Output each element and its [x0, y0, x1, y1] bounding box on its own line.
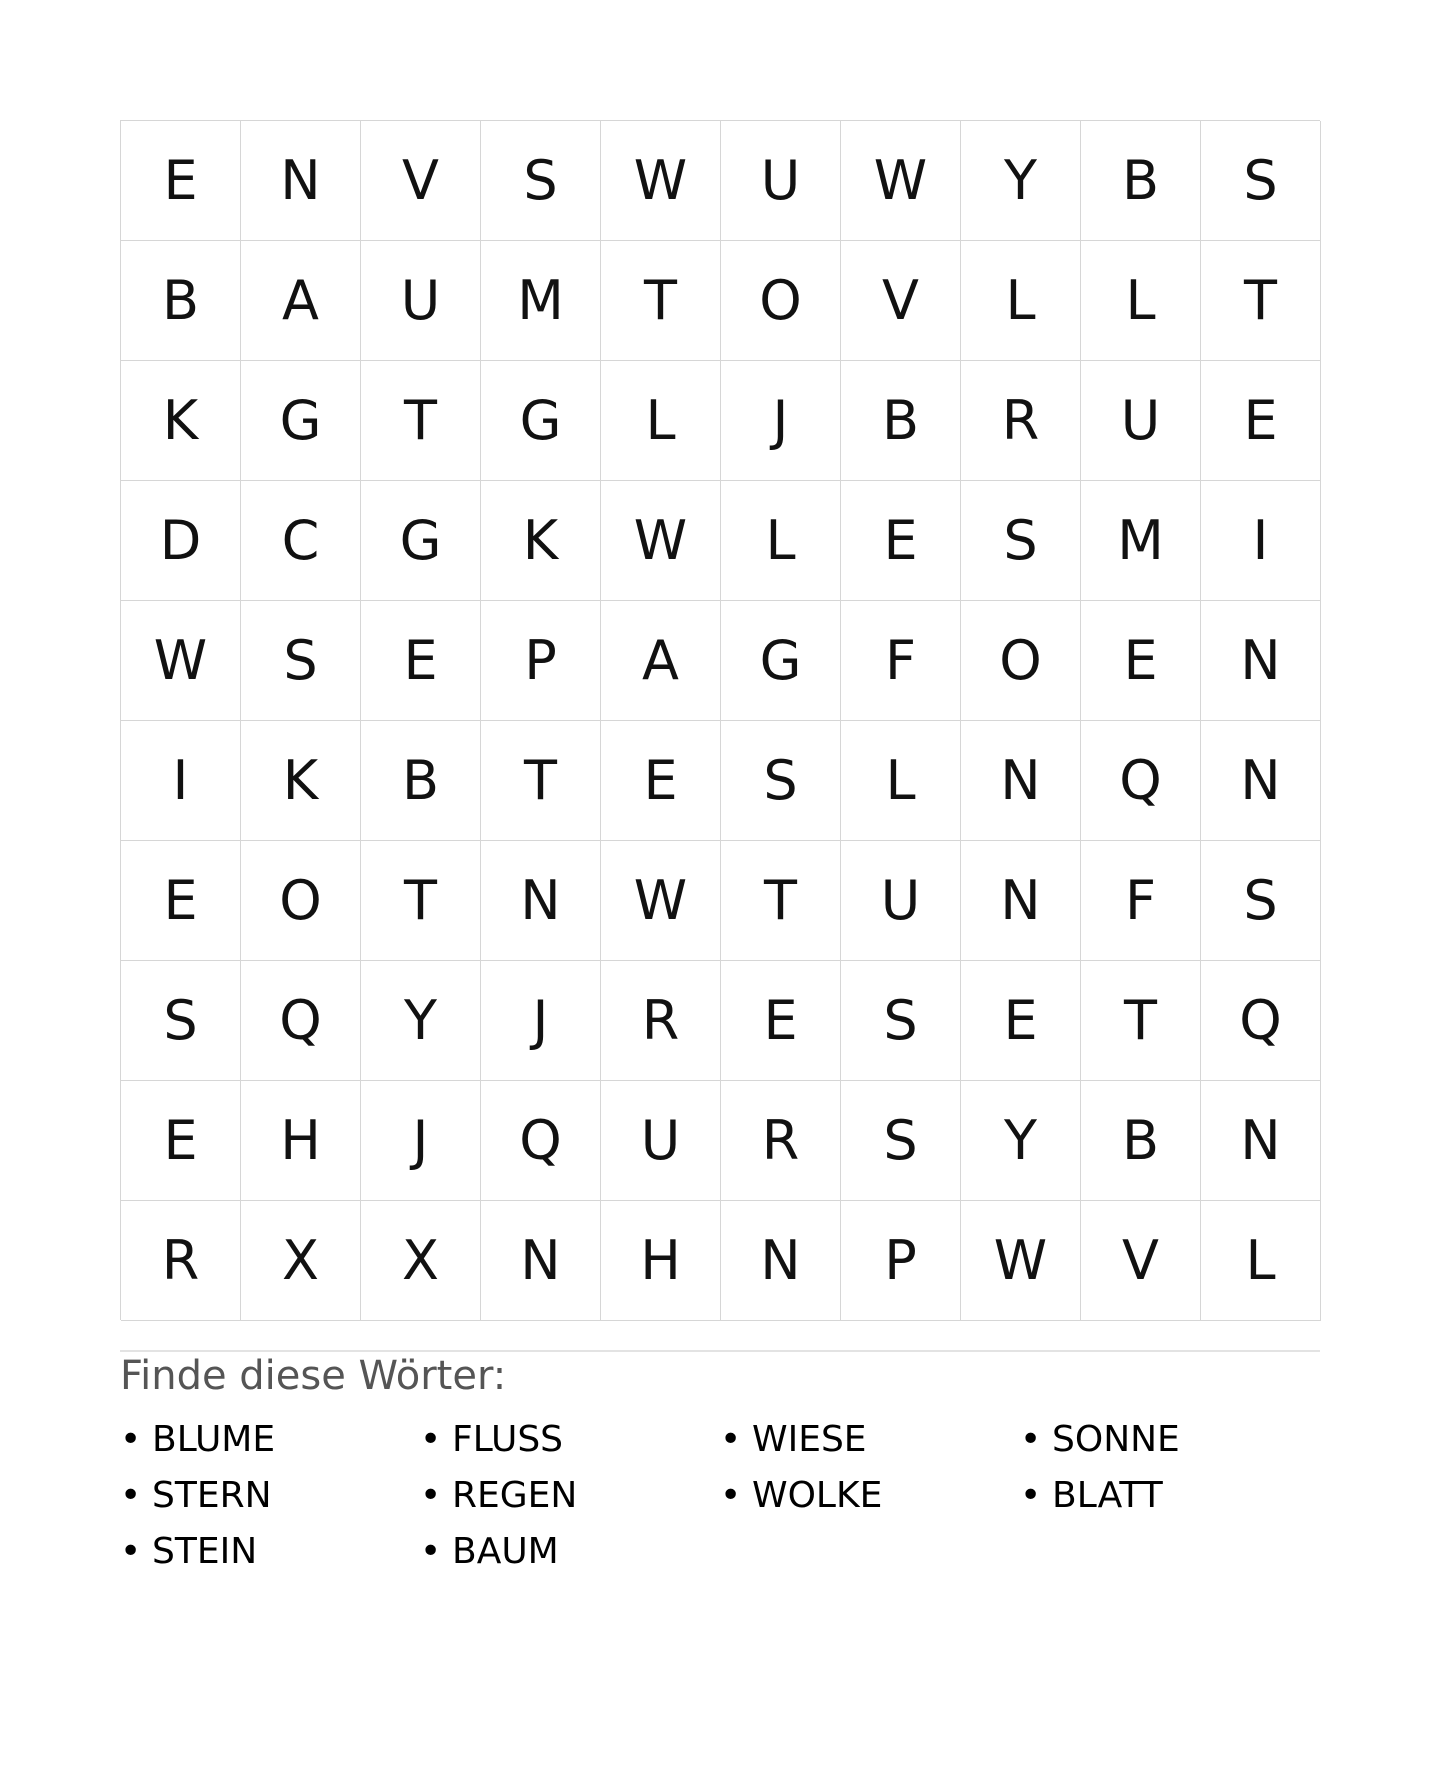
grid-cell[interactable]: T — [721, 841, 841, 961]
word-label: REGEN — [452, 1475, 578, 1516]
grid-cell[interactable]: N — [481, 841, 601, 961]
grid-cell[interactable]: E — [121, 121, 241, 241]
bullet-icon: • — [420, 1419, 442, 1460]
grid-cell[interactable]: A — [241, 241, 361, 361]
bullet-icon: • — [1020, 1475, 1042, 1516]
grid-cell[interactable]: E — [841, 481, 961, 601]
grid-cell[interactable]: F — [841, 601, 961, 721]
grid-cell[interactable]: S — [1201, 121, 1321, 241]
grid-cell[interactable]: U — [601, 1081, 721, 1201]
grid-cell[interactable]: H — [601, 1201, 721, 1321]
grid-cell[interactable]: S — [961, 481, 1081, 601]
grid-cell[interactable]: V — [1081, 1201, 1201, 1321]
grid-cell[interactable]: I — [1201, 481, 1321, 601]
grid-cell[interactable]: W — [601, 481, 721, 601]
grid-cell[interactable]: S — [841, 961, 961, 1081]
grid-cell[interactable]: Y — [961, 121, 1081, 241]
grid-cell[interactable]: E — [601, 721, 721, 841]
grid-cell[interactable]: R — [721, 1081, 841, 1201]
grid-cell[interactable]: J — [481, 961, 601, 1081]
grid-cell[interactable]: B — [121, 241, 241, 361]
grid-cell[interactable]: B — [361, 721, 481, 841]
grid-cell[interactable]: J — [361, 1081, 481, 1201]
grid-cell[interactable]: Q — [1201, 961, 1321, 1081]
grid-cell[interactable]: K — [121, 361, 241, 481]
grid-cell[interactable]: U — [721, 121, 841, 241]
grid-cell[interactable]: N — [721, 1201, 841, 1321]
grid-cell[interactable]: B — [1081, 121, 1201, 241]
grid-cell[interactable]: L — [961, 241, 1081, 361]
grid-cell[interactable]: B — [841, 361, 961, 481]
grid-cell[interactable]: S — [721, 721, 841, 841]
bullet-icon: • — [120, 1531, 142, 1572]
word-list-item — [1020, 1468, 1320, 1524]
grid-cell[interactable]: A — [601, 601, 721, 721]
grid-cell[interactable]: Q — [481, 1081, 601, 1201]
grid-cell[interactable]: R — [961, 361, 1081, 481]
word-label: BLUME — [152, 1419, 276, 1460]
word-list-item — [1020, 1412, 1320, 1468]
word-label: BAUM — [452, 1531, 559, 1572]
letter-grid — [120, 120, 1320, 1320]
grid-cell[interactable]: R — [601, 961, 721, 1081]
bullet-icon: • — [420, 1475, 442, 1516]
grid-cell[interactable]: T — [481, 721, 601, 841]
grid-cell[interactable]: V — [841, 241, 961, 361]
grid-cell[interactable]: P — [481, 601, 601, 721]
grid-cell[interactable]: U — [841, 841, 961, 961]
grid-cell[interactable]: T — [361, 361, 481, 481]
grid-cell[interactable]: E — [721, 961, 841, 1081]
grid-cell[interactable]: T — [1081, 961, 1201, 1081]
grid-cell[interactable]: J — [721, 361, 841, 481]
grid-cell[interactable]: E — [361, 601, 481, 721]
grid-cell[interactable]: T — [601, 241, 721, 361]
grid-cell[interactable]: S — [841, 1081, 961, 1201]
grid-cell[interactable]: X — [241, 1201, 361, 1321]
grid-cell[interactable]: L — [1081, 241, 1201, 361]
grid-cell[interactable]: L — [1201, 1201, 1321, 1321]
bullet-icon: • — [420, 1531, 442, 1572]
grid-cell[interactable]: B — [1081, 1081, 1201, 1201]
word-label: WOLKE — [752, 1475, 883, 1516]
grid-cell[interactable]: R — [121, 1201, 241, 1321]
grid-cell[interactable]: N — [1201, 601, 1321, 721]
bullet-icon: • — [1020, 1419, 1042, 1460]
word-list-item — [120, 1412, 420, 1468]
grid-cell[interactable]: I — [121, 721, 241, 841]
grid-cell[interactable]: T — [1201, 241, 1321, 361]
grid-cell[interactable]: H — [241, 1081, 361, 1201]
word-list — [120, 1412, 1320, 1580]
grid-cell[interactable]: U — [361, 241, 481, 361]
grid-cell[interactable]: Q — [241, 961, 361, 1081]
grid-cell[interactable]: W — [841, 121, 961, 241]
grid-cell[interactable]: W — [121, 601, 241, 721]
grid-cell[interactable]: X — [361, 1201, 481, 1321]
wordlist-title: Finde diese Wörter: — [120, 1353, 507, 1399]
bullet-icon: • — [720, 1475, 742, 1516]
bullet-icon: • — [120, 1419, 142, 1460]
word-list-item — [420, 1468, 720, 1524]
word-label: WIESE — [752, 1419, 867, 1460]
grid-cell[interactable]: P — [841, 1201, 961, 1321]
word-label: STERN — [152, 1475, 272, 1516]
grid-cell[interactable]: N — [961, 841, 1081, 961]
word-list-item — [420, 1412, 720, 1468]
grid-cell[interactable]: N — [1201, 721, 1321, 841]
grid-cell[interactable]: G — [361, 481, 481, 601]
grid-cell[interactable]: W — [961, 1201, 1081, 1321]
grid-cell[interactable]: L — [601, 361, 721, 481]
grid-cell[interactable]: K — [481, 481, 601, 601]
grid-cell[interactable]: D — [121, 481, 241, 601]
grid-cell[interactable]: E — [1081, 601, 1201, 721]
bullet-icon: • — [720, 1419, 742, 1460]
grid-cell[interactable]: N — [961, 721, 1081, 841]
grid-cell[interactable]: S — [241, 601, 361, 721]
grid-cell[interactable]: G — [481, 361, 601, 481]
grid-cell[interactable]: Q — [1081, 721, 1201, 841]
grid-cell[interactable]: N — [481, 1201, 601, 1321]
grid-cell[interactable]: T — [361, 841, 481, 961]
grid-cell[interactable]: K — [241, 721, 361, 841]
grid-cell[interactable]: E — [961, 961, 1081, 1081]
grid-cell[interactable]: M — [1081, 481, 1201, 601]
word-list-item — [120, 1468, 420, 1524]
word-list-item — [420, 1524, 720, 1580]
grid-cell[interactable]: G — [721, 601, 841, 721]
grid-cell[interactable]: S — [121, 961, 241, 1081]
grid-cell[interactable]: S — [1201, 841, 1321, 961]
grid-cell[interactable]: C — [241, 481, 361, 601]
bullet-icon: • — [120, 1475, 142, 1516]
grid-cell[interactable]: W — [601, 841, 721, 961]
word-list-item — [720, 1412, 1020, 1468]
grid-cell[interactable]: Y — [361, 961, 481, 1081]
grid-cell[interactable]: E — [121, 1081, 241, 1201]
grid-cell[interactable]: F — [1081, 841, 1201, 961]
grid-cell[interactable]: U — [1081, 361, 1201, 481]
word-label: SONNE — [1052, 1419, 1180, 1460]
grid-cell[interactable]: W — [601, 121, 721, 241]
grid-cell[interactable]: L — [841, 721, 961, 841]
word-label: FLUSS — [452, 1419, 564, 1460]
grid-cell[interactable]: M — [481, 241, 601, 361]
grid-cell[interactable]: G — [241, 361, 361, 481]
grid-cell[interactable]: N — [241, 121, 361, 241]
grid-cell[interactable]: O — [721, 241, 841, 361]
grid-cell[interactable]: V — [361, 121, 481, 241]
grid-cell[interactable]: E — [1201, 361, 1321, 481]
grid-cell[interactable]: O — [241, 841, 361, 961]
word-label: STEIN — [152, 1531, 258, 1572]
word-label: BLATT — [1052, 1475, 1163, 1516]
grid-cell[interactable]: O — [961, 601, 1081, 721]
grid-cell[interactable]: Y — [961, 1081, 1081, 1201]
grid-cell[interactable]: E — [121, 841, 241, 961]
grid-cell[interactable]: S — [481, 121, 601, 241]
word-list-item — [720, 1468, 1020, 1524]
grid-cell[interactable]: L — [721, 481, 841, 601]
grid-cell[interactable]: N — [1201, 1081, 1321, 1201]
word-list-item — [120, 1524, 420, 1580]
